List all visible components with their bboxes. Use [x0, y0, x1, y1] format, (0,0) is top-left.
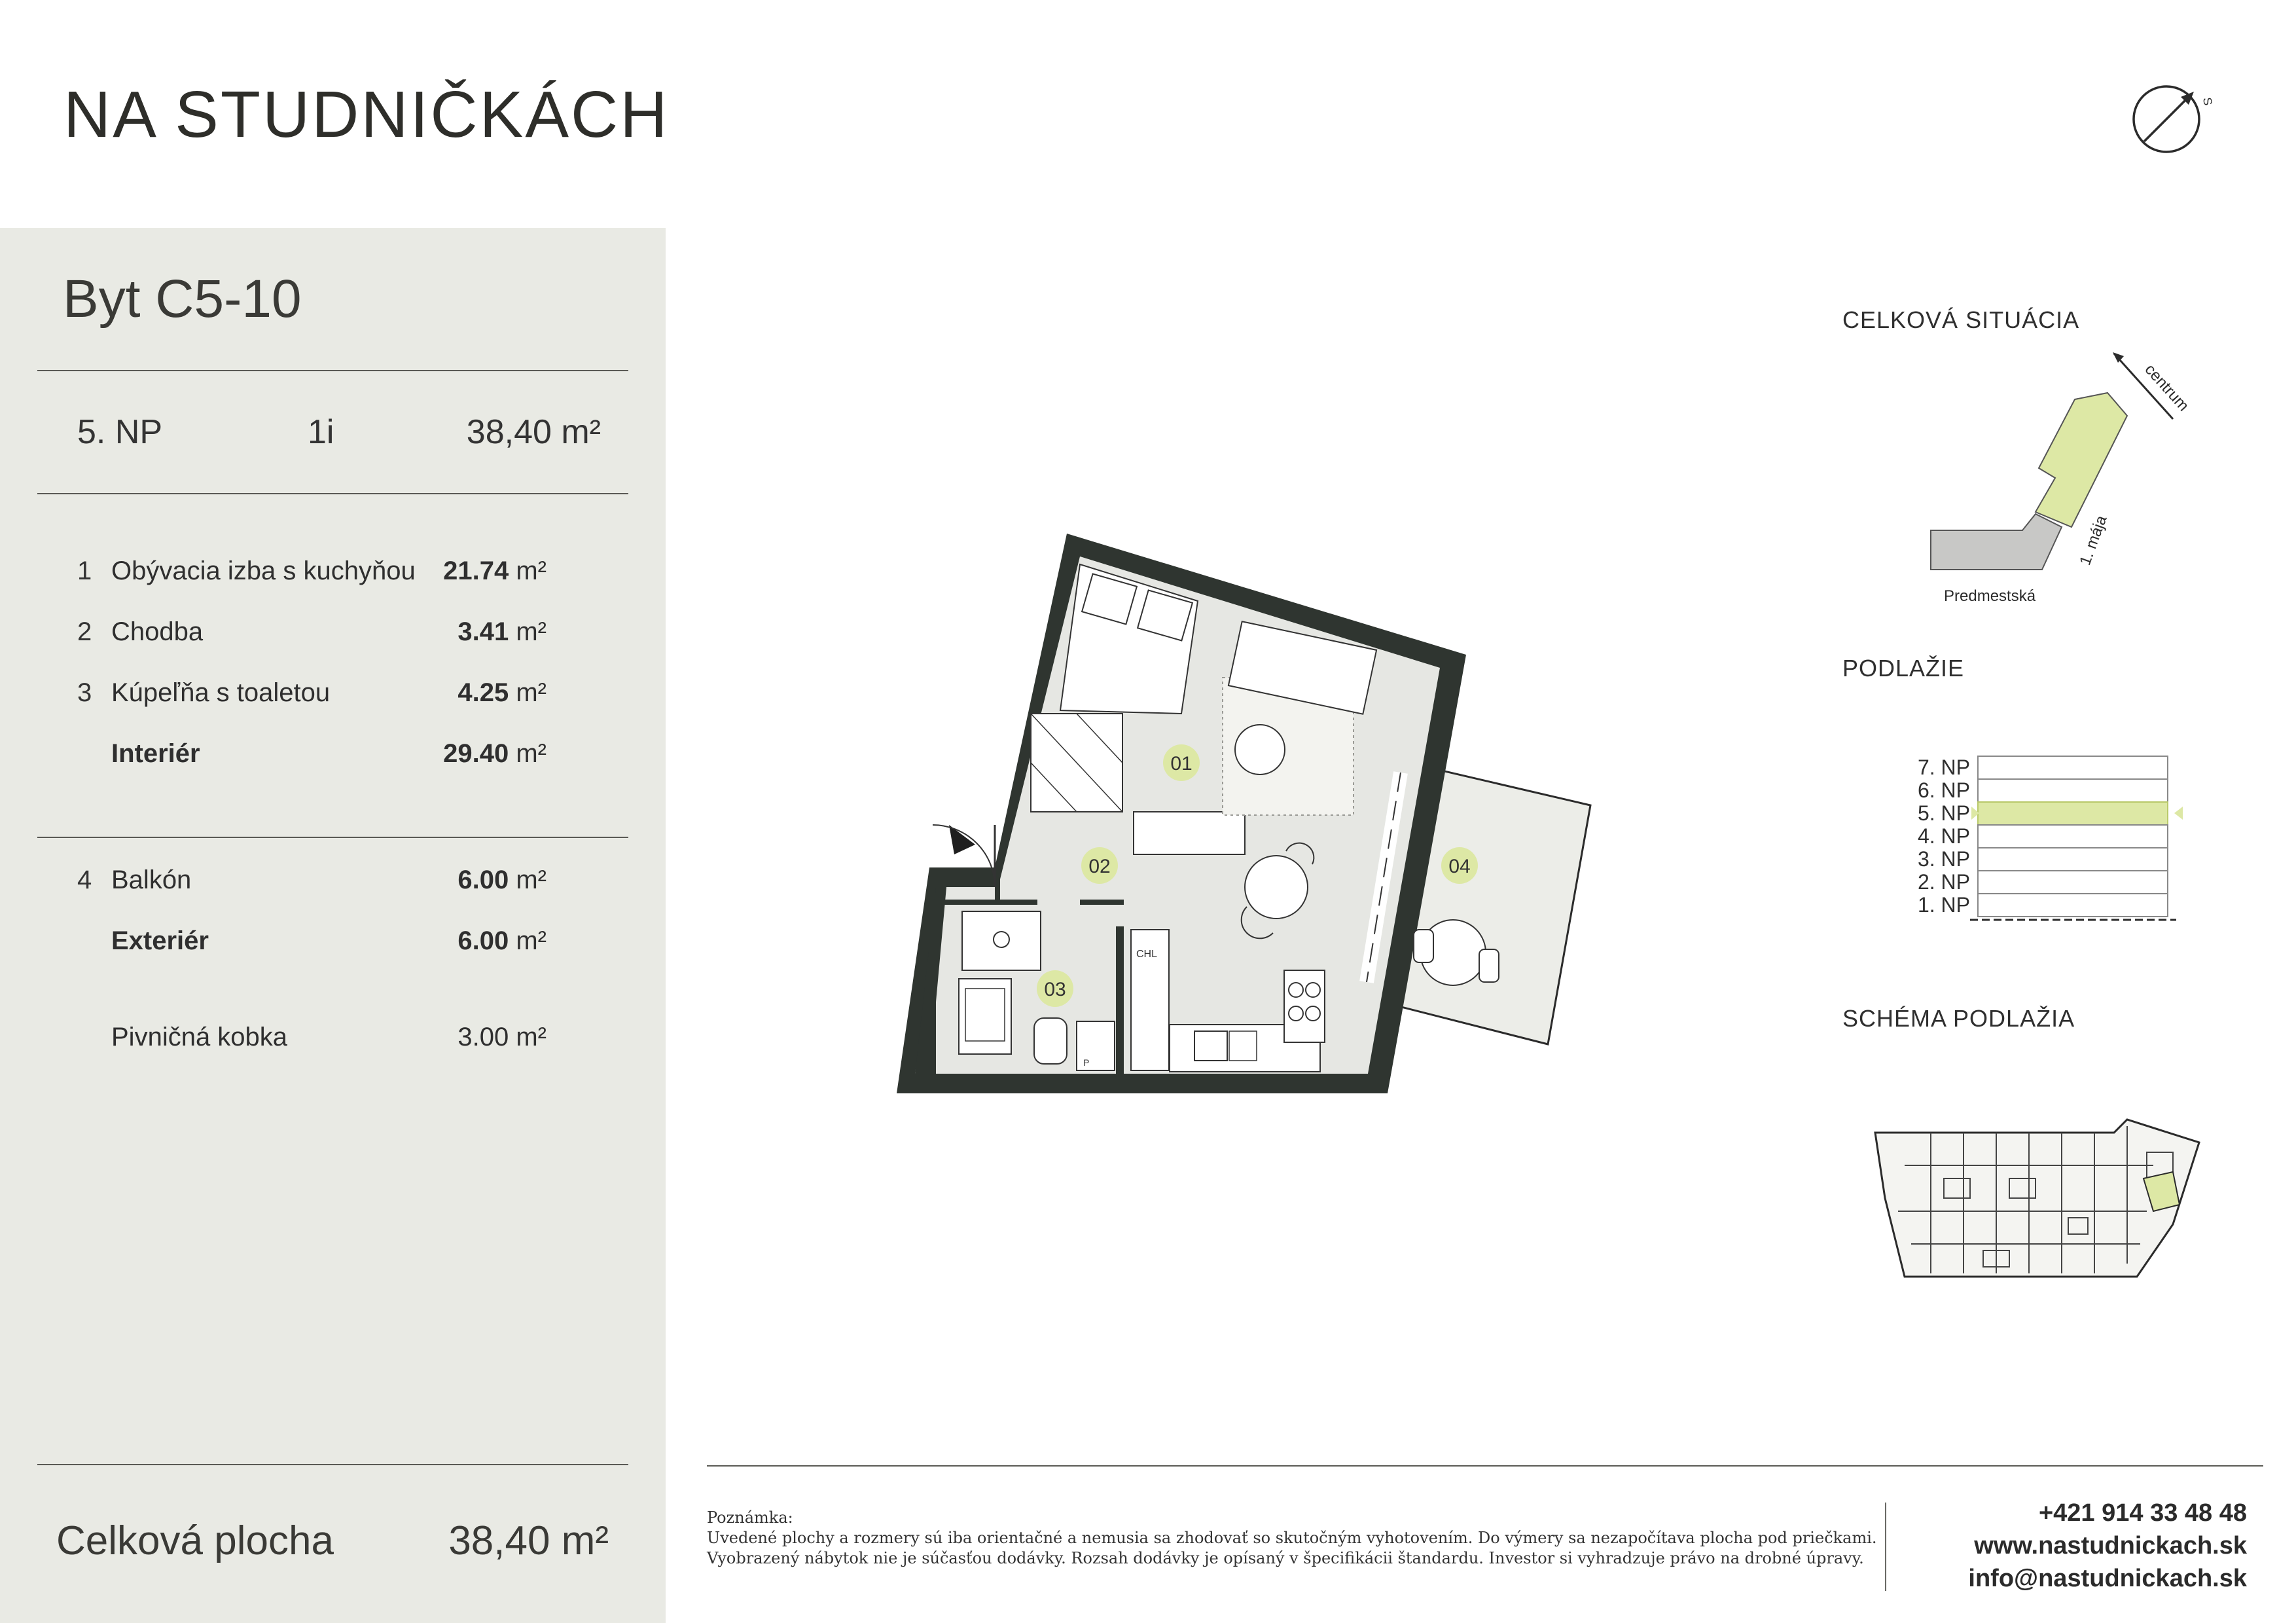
brand-logo: NA STUDNIČKÁCH	[63, 78, 670, 151]
site-map	[1898, 340, 2212, 619]
divider	[37, 837, 628, 838]
row-number: 3	[77, 678, 92, 707]
row-number: 2	[77, 617, 92, 646]
apartment-area: 38,40 m²	[466, 413, 601, 451]
shelf	[1134, 812, 1245, 854]
floor-label: 7. NP	[1917, 756, 1970, 779]
contact-phone[interactable]: +421 914 33 48 48	[2038, 1499, 2247, 1527]
floor-label: 4. NP	[1917, 824, 1970, 848]
note-line: Vyobrazený nábytok nie je súčasťou dodávky. Rozsah dodávky je opísaný v špecifikácii štandardu. Investor si vyhradzuje právo na drobné úpravy.	[707, 1549, 1864, 1567]
compass-label: S	[2200, 96, 2215, 107]
svg-text:01: 01	[1170, 753, 1193, 775]
floor-label: 5. NP	[1917, 801, 1970, 825]
scheme-heading: SCHÉMA PODLAŽIA	[1842, 1005, 2075, 1032]
disclaimer-note	[707, 1508, 1877, 1569]
plan-label-p: P	[1083, 1057, 1090, 1068]
dining-table	[1245, 856, 1308, 919]
apartment-rooms: 1i	[308, 413, 334, 451]
interior-total-label: Interiér	[111, 739, 200, 768]
svg-text:03: 03	[1044, 979, 1066, 1000]
plan-label-chl: CHL	[1136, 949, 1158, 960]
floor-heading: PODLAŽIE	[1842, 655, 1965, 682]
situation-heading: CELKOVÁ SITUÁCIA	[1842, 306, 2080, 333]
building-neighbor	[1931, 514, 2062, 570]
apartment-title: Byt C5-10	[63, 269, 302, 329]
note-line: Uvedené plochy a rozmery sú iba orientačné a nemusia sa zhodovať so skutočným vyhotovením. Do výmery sa nezapočítava plocha pod priečkami.	[707, 1529, 1877, 1547]
cooktop	[1284, 970, 1325, 1042]
row-number: 4	[77, 866, 92, 894]
floor-label: 3. NP	[1917, 847, 1970, 871]
row-value: 21.74 m²	[443, 556, 547, 585]
street-label-2: Predmestská	[1944, 587, 2036, 605]
cellar-value: 3.00 m²	[457, 1023, 547, 1051]
apartment-floor: 5. NP	[77, 413, 163, 451]
wall	[929, 903, 936, 1074]
row-value: 6.00 m²	[457, 866, 547, 894]
row-label: Obývacia izba s kuchyňou	[111, 556, 416, 585]
coffee-table	[1235, 725, 1285, 775]
footer-divider	[707, 1465, 2263, 1467]
note-title: Poznámka:	[707, 1508, 793, 1527]
contact-email[interactable]: info@nastudnickach.sk	[1968, 1565, 2247, 1592]
svg-text:02: 02	[1088, 856, 1111, 877]
svg-text:04: 04	[1448, 856, 1471, 877]
divider	[37, 370, 628, 371]
washer	[1077, 1021, 1115, 1070]
row-number: 1	[77, 556, 92, 585]
row-label: Balkón	[111, 866, 192, 894]
row-value: 3.41 m²	[457, 617, 547, 646]
wall	[933, 900, 1037, 905]
bathroom-sink	[962, 911, 1041, 970]
floor-label: 6. NP	[1917, 778, 1970, 802]
floor-label: 1. NP	[1917, 893, 1970, 917]
wall	[1080, 900, 1124, 905]
toilet	[1034, 1018, 1067, 1064]
row-label: Chodba	[111, 617, 204, 646]
footer-vertical-divider	[1885, 1503, 1886, 1591]
wall	[1116, 926, 1124, 1074]
bathtub	[959, 979, 1011, 1054]
row-label: Kúpeľňa s toaletou	[111, 678, 331, 707]
floor-current	[1978, 802, 2168, 825]
divider	[37, 493, 628, 494]
floor-label: 2. NP	[1917, 870, 1970, 894]
contact-website[interactable]: www.nastudnickach.sk	[1974, 1532, 2247, 1559]
cellar-label: Pivničná kobka	[111, 1023, 288, 1051]
compass-icon	[2126, 79, 2217, 173]
exterior-total-value: 6.00 m²	[457, 926, 547, 955]
building-highlight	[2036, 393, 2127, 527]
total-area-label: Celková plocha	[56, 1518, 334, 1563]
centrum-label: centrum	[2141, 360, 2193, 415]
street-label-1: 1. mája	[2076, 513, 2111, 568]
entrance-arrow	[949, 825, 975, 854]
interior-total-value: 29.40 m²	[443, 739, 547, 768]
row-value: 4.25 m²	[457, 678, 547, 707]
floor-selector	[1872, 753, 2212, 933]
floor-scheme	[1865, 1100, 2206, 1300]
floor-plan	[884, 524, 1630, 1116]
divider	[37, 1464, 628, 1465]
total-area-value: 38,40 m²	[448, 1518, 609, 1563]
exterior-total-label: Exteriér	[111, 926, 209, 955]
